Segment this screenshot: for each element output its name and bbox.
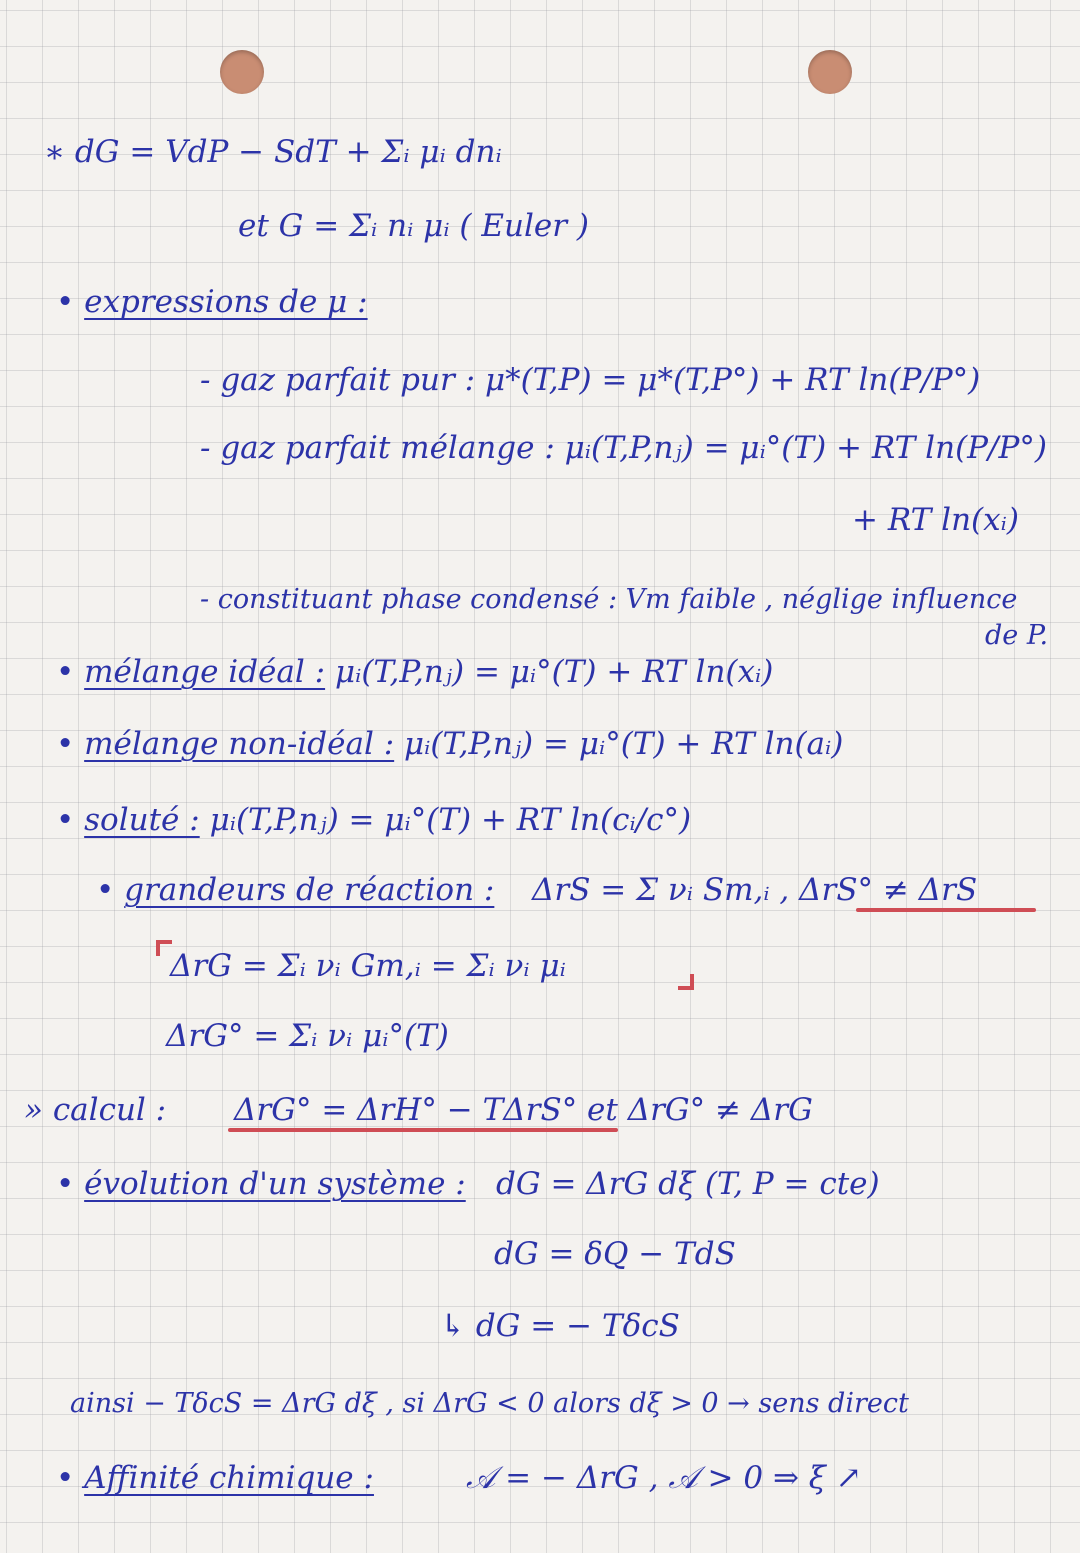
solute-label: soluté : [84, 802, 200, 838]
expr-gaz-parfait-melange: - gaz parfait mélange : μᵢ(T,P,nⱼ) = μᵢ°(T) + RT ln(P/P°) [200, 430, 1047, 466]
evolution-systeme-label: évolution d'un système : [84, 1166, 466, 1202]
delta-r-s-equation: ΔrS = Σ νᵢ Sm,ᵢ , ΔrS° ≠ ΔrS [532, 872, 978, 908]
melange-non-ideal-label: mélange non-idéal : [84, 726, 395, 762]
melange-non-ideal-equation: μᵢ(T,P,nⱼ) = μᵢ°(T) + RT ln(aᵢ) [404, 726, 844, 762]
red-underline-calcul [228, 1128, 618, 1132]
grandeurs-reaction-label: grandeurs de réaction : [124, 872, 495, 908]
calcul-label: » calcul : [24, 1092, 167, 1128]
affinite-equation: 𝒜 = − ΔrG , 𝒜 > 0 ⇒ ξ ↗ [466, 1460, 862, 1496]
heading-expressions-mu: • expressions de μ : [56, 284, 368, 320]
equation-euler: et G = Σᵢ nᵢ μᵢ ( Euler ) [238, 208, 589, 244]
delta-r-g-equation: ΔrG = Σᵢ νᵢ Gm,ᵢ = Σᵢ νᵢ μᵢ [170, 948, 566, 984]
affinite-chimique: • Affinité chimique : [56, 1460, 374, 1496]
evolution-systeme: • évolution d'un système : [56, 1166, 466, 1202]
delta-r-g-standard: ΔrG° = Σᵢ νᵢ μᵢ°(T) [166, 1018, 449, 1054]
grandeurs-reaction: • grandeurs de réaction : [96, 872, 495, 908]
solute-equation: μᵢ(T,P,nⱼ) = μᵢ°(T) + RT ln(cᵢ/c°) [209, 802, 692, 838]
red-underline-delta-s [856, 908, 1036, 912]
melange-ideal-equation: μᵢ(T,P,nⱼ) = μᵢ°(T) + RT ln(xᵢ) [334, 654, 774, 690]
calcul-equation: ΔrG° = ΔrH° − TΔrS° et ΔrG° ≠ ΔrG [234, 1092, 813, 1128]
evolution-equation-2: dG = δQ − TdS [494, 1236, 736, 1272]
expr-gaz-parfait-pur: - gaz parfait pur : μ*(T,P) = μ*(T,P°) + RT ln(P/P°) [200, 362, 981, 398]
expr-phase-condensee-cont: de P. [985, 620, 1049, 651]
melange-non-ideal: • mélange non-idéal : μᵢ(T,P,nⱼ) = μᵢ°(T) + RT ln(aᵢ) [56, 726, 844, 762]
melange-ideal-label: mélange idéal : [84, 654, 326, 690]
melange-ideal: • mélange idéal : μᵢ(T,P,nⱼ) = μᵢ°(T) + RT ln(xᵢ) [56, 654, 774, 690]
punch-hole-right [808, 50, 852, 94]
evolution-equation-3: ↳ dG = − TδcS [440, 1308, 680, 1344]
red-bracket-close [678, 974, 694, 990]
punch-hole-left [220, 50, 264, 94]
ainsi-line: ainsi − TδcS = ΔrG dξ , si ΔrG < 0 alors dξ > 0 → sens direct [70, 1388, 909, 1419]
evolution-equation-1: dG = ΔrG dξ (T, P = cte) [496, 1166, 880, 1202]
solute: • soluté : μᵢ(T,P,nⱼ) = μᵢ°(T) + RT ln(cᵢ/c°) [56, 802, 692, 838]
expr-phase-condensee: - constituant phase condensé : Vm faible , néglige influence [200, 584, 1018, 615]
heading-expressions-mu-text: expressions de μ : [84, 284, 368, 320]
affinite-chimique-label: Affinité chimique : [84, 1460, 374, 1496]
equation-dg: ∗ dG = VdP − SdT + Σᵢ μᵢ dnᵢ [44, 134, 502, 170]
expr-gaz-parfait-melange-cont: + RT ln(xᵢ) [852, 502, 1019, 538]
